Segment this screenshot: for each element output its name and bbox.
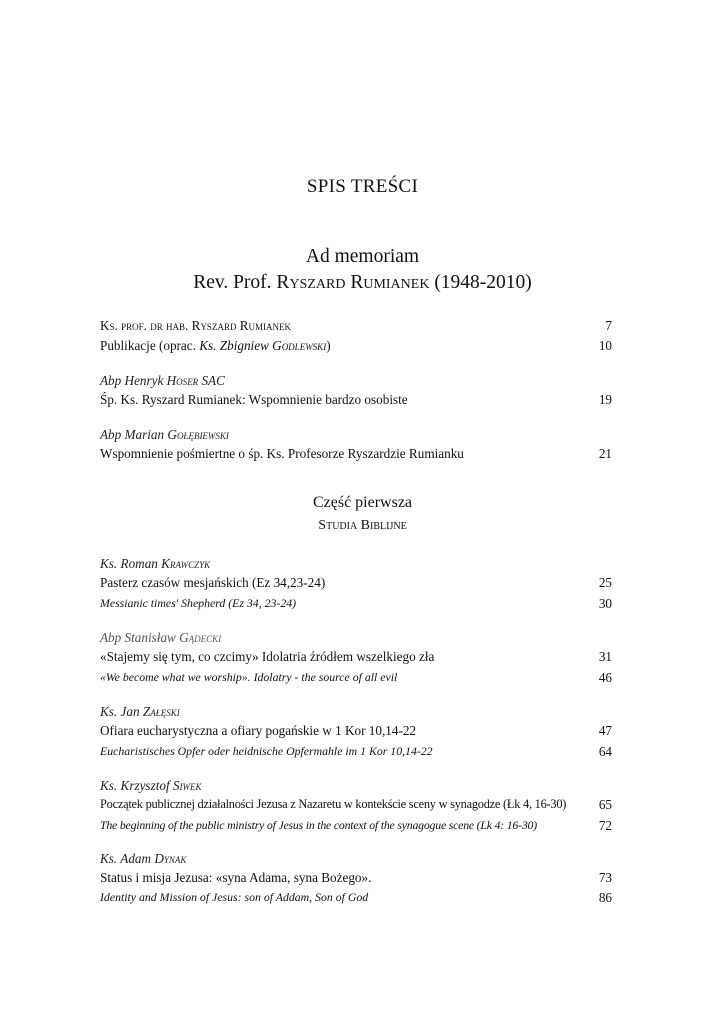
toc-entry: [100, 338, 612, 356]
entry-title: «Stajemy się tym, co czcimy» Idolatria źródłem wszelkiego zła: [100, 649, 435, 664]
entry-title-en: «We become what we worship». Idolatry - the source of all evil: [100, 670, 398, 684]
toc-entry: [100, 723, 612, 741]
page-title: SPIS TREŚCI: [306, 176, 419, 197]
memoriam-subheading: [0, 272, 725, 294]
toc-entry: [100, 649, 612, 667]
entry-title-en: Messianic times' Shepherd (Ez 34, 23-24): [100, 596, 297, 610]
toc-entry-translation: [100, 890, 612, 908]
page-number: 10: [598, 338, 612, 353]
part-subheading: Studia Biblijne: [318, 518, 407, 533]
entry-author: Ks. Krzysztof Siwek: [100, 778, 202, 793]
toc-entry-translation: [100, 818, 612, 836]
entry-title: Początek publicznej działalności Jezusa z Nazaretu w kontekście sceny w synagodze (Łk 4, 16-30): [100, 797, 567, 811]
entry-title-en: Eucharistisches Opfer oder heidnische Opfermahle im 1 Kor 10,14-22: [100, 744, 433, 758]
memoriam-surname: umianek: [363, 272, 430, 293]
page-number: 31: [598, 649, 612, 664]
toc-entry: [100, 318, 612, 336]
toc-entry: [100, 797, 612, 815]
entry-title: Publikacje (oprac. Ks. Zbigniew Godlewski): [100, 338, 331, 353]
entry-author: Ks. Adam Dynak: [100, 851, 187, 866]
memoriam-heading: Ad memoriam: [305, 246, 420, 267]
part-heading: Część pierwsza: [312, 494, 413, 511]
toc-entry-translation: [100, 670, 612, 688]
entry-author: Abp Stanisław Gądecki: [100, 630, 222, 645]
toc-entry: [100, 575, 612, 593]
page-number: 19: [598, 392, 612, 407]
page-number: 21: [598, 446, 612, 461]
entry-author: Ks. Roman Krawczyk: [100, 556, 211, 571]
page-number: 86: [598, 890, 612, 905]
entry-title: Pasterz czasów mesjańskich (Ez 34,23-24): [100, 575, 326, 590]
toc-entry: [100, 870, 612, 888]
toc-entry: [100, 392, 612, 410]
entry-title-en: The beginning of the public ministry of Jesus in the context of the synagogue scene (Lk 4: 16-30): [100, 818, 537, 832]
toc-entry-translation: [100, 596, 612, 614]
entry-author: Abp Henryk Hoser SAC: [100, 373, 225, 388]
page-number: 7: [605, 318, 612, 333]
entry-title: Ofiara eucharystyczna a ofiary pogańskie w 1 Kor 10,14-22: [100, 723, 417, 738]
entry-title-en: Identity and Mission of Jesus: son of Addam, Son of God: [100, 890, 369, 904]
page-number: 64: [598, 744, 612, 759]
entry-title: Wspomnienie pośmiertne o śp. Ks. Profesorze Ryszardzie Rumianku: [100, 446, 464, 461]
page-number: 30: [598, 596, 612, 611]
page-number: 47: [598, 723, 612, 738]
page-number: 72: [598, 818, 612, 833]
entry-author: Ks. Jan Załęski: [100, 704, 180, 719]
page-number: 25: [598, 575, 612, 590]
page-number: 73: [598, 870, 612, 885]
entry-title: Status i misja Jezusa: «syna Adama, syna Bożego».: [100, 870, 372, 885]
entry-author: Abp Marian Gołębiewski: [100, 427, 229, 442]
page-number: 46: [598, 670, 612, 685]
page-number: 65: [598, 797, 612, 812]
memoriam-mid: R: [345, 272, 364, 293]
entry-title: Śp. Ks. Ryszard Rumianek: Wspomnienie bardzo osobiste: [100, 392, 408, 407]
toc-entry-translation: [100, 744, 612, 762]
entry-title: Ks. prof. dr hab. Ryszard Rumianek: [100, 318, 292, 333]
memoriam-years: (1948-2010): [429, 272, 532, 293]
memoriam-firstname: yszard: [289, 272, 346, 293]
toc-entry: [100, 446, 612, 464]
memoriam-prefix: Rev. Prof. R: [193, 272, 290, 293]
